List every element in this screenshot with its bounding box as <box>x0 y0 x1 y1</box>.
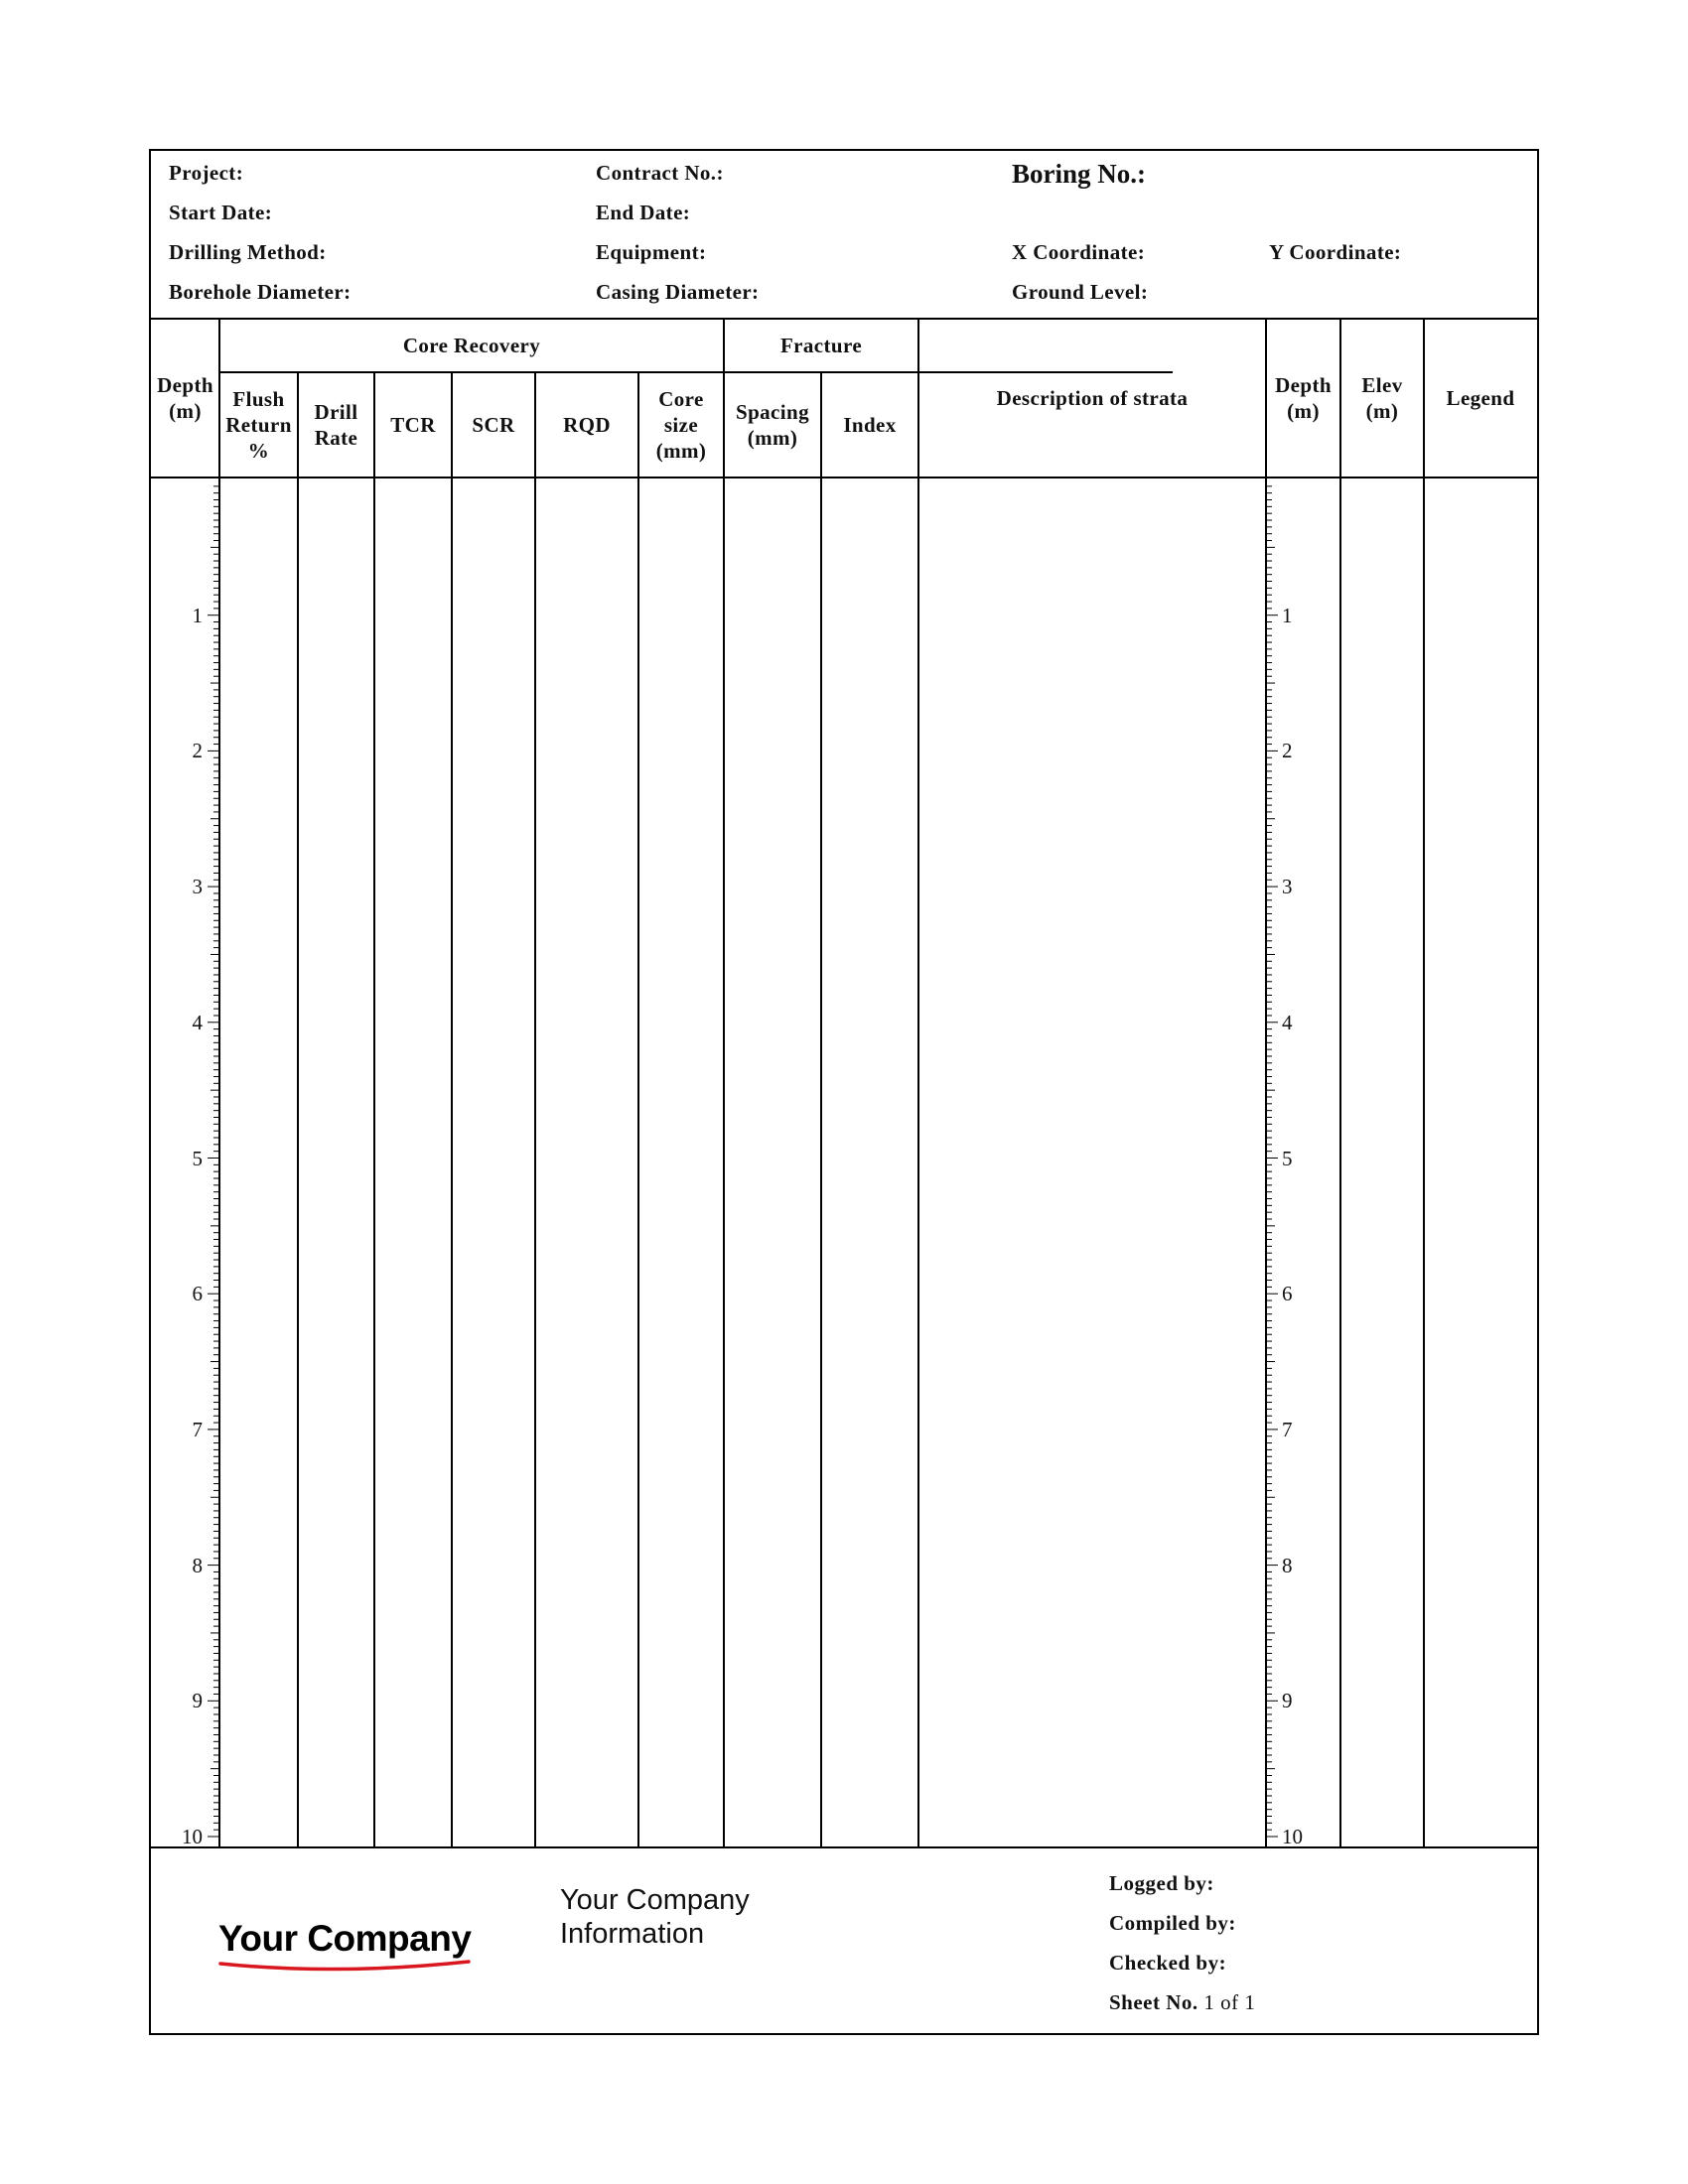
col-spacing: Spacing (mm) <box>736 400 809 450</box>
company-info: Your Company Information <box>560 1884 750 1950</box>
company-logo-text: Your Company <box>218 1918 472 1959</box>
col-elev: Elev (m) <box>1361 373 1403 423</box>
depth-label-left: 5 <box>192 1146 203 1170</box>
depth-label-right: 4 <box>1282 1010 1293 1034</box>
col-depth-left: Depth (m) <box>157 373 213 423</box>
col-scr: SCR <box>472 413 515 437</box>
col-description: Description of strata <box>996 386 1189 410</box>
borehole-log-sheet <box>149 149 1539 2035</box>
x-coordinate-label: X Coordinate: <box>1012 240 1146 264</box>
logged-by-label: Logged by: <box>1109 1871 1214 1895</box>
depth-label-right: 6 <box>1282 1282 1293 1306</box>
depth-label-right: 7 <box>1282 1417 1293 1441</box>
compiled-by-label: Compiled by: <box>1109 1911 1236 1935</box>
depth-label-left: 2 <box>192 739 203 763</box>
col-flush-return: Flush Return % <box>225 387 292 463</box>
col-group-fracture: Fracture <box>779 334 863 357</box>
col-group-core-recovery: Core Recovery <box>402 334 541 357</box>
project-label: Project: <box>169 161 244 185</box>
depth-label-left: 9 <box>192 1689 203 1713</box>
casing-diameter-label: Casing Diameter: <box>596 280 760 304</box>
depth-label-right: 9 <box>1282 1689 1293 1713</box>
sheet-no-label: Sheet No. <box>1109 1990 1198 2014</box>
drilling-method-label: Drilling Method: <box>169 240 327 264</box>
checked-by-label: Checked by: <box>1109 1951 1227 1975</box>
depth-scale-right <box>1266 486 1278 1837</box>
col-drill-rate: Drill Rate <box>314 400 358 450</box>
depth-label-left: 4 <box>192 1010 203 1034</box>
depth-label-left: 6 <box>192 1282 203 1306</box>
sheet-no-value: 1 of 1 <box>1203 1990 1256 2014</box>
col-rqd: RQD <box>563 413 611 437</box>
depth-label-left: 7 <box>192 1417 203 1441</box>
depth-label-right: 5 <box>1282 1146 1293 1170</box>
sheet-no <box>1109 1990 1255 2015</box>
depth-label-right: 10 <box>1282 1825 1303 1848</box>
col-core-size: Core size (mm) <box>655 387 707 463</box>
depth-label-left: 3 <box>192 875 203 899</box>
col-index: Index <box>843 413 897 437</box>
boring-no-label: Boring No.: <box>1012 159 1146 189</box>
depth-label-left: 10 <box>182 1825 203 1848</box>
depth-label-right: 1 <box>1282 603 1293 627</box>
depth-label-left: 8 <box>192 1553 203 1577</box>
y-coordinate-label: Y Coordinate: <box>1269 240 1402 264</box>
depth-label-left: 1 <box>192 603 203 627</box>
col-legend: Legend <box>1446 386 1515 410</box>
ground-level-label: Ground Level: <box>1012 280 1149 304</box>
company-logo <box>218 1918 477 1976</box>
depth-scale-left <box>208 486 219 1837</box>
depth-label-right: 2 <box>1282 739 1293 763</box>
equipment-label: Equipment: <box>596 240 707 264</box>
col-depth-right: Depth (m) <box>1275 373 1332 423</box>
start-date-label: Start Date: <box>169 201 273 224</box>
depth-label-right: 8 <box>1282 1553 1293 1577</box>
depth-label-right: 3 <box>1282 875 1293 899</box>
end-date-label: End Date: <box>596 201 691 224</box>
col-tcr: TCR <box>390 413 436 437</box>
contract-no-label: Contract No.: <box>596 161 724 185</box>
borehole-diameter-label: Borehole Diameter: <box>169 280 352 304</box>
